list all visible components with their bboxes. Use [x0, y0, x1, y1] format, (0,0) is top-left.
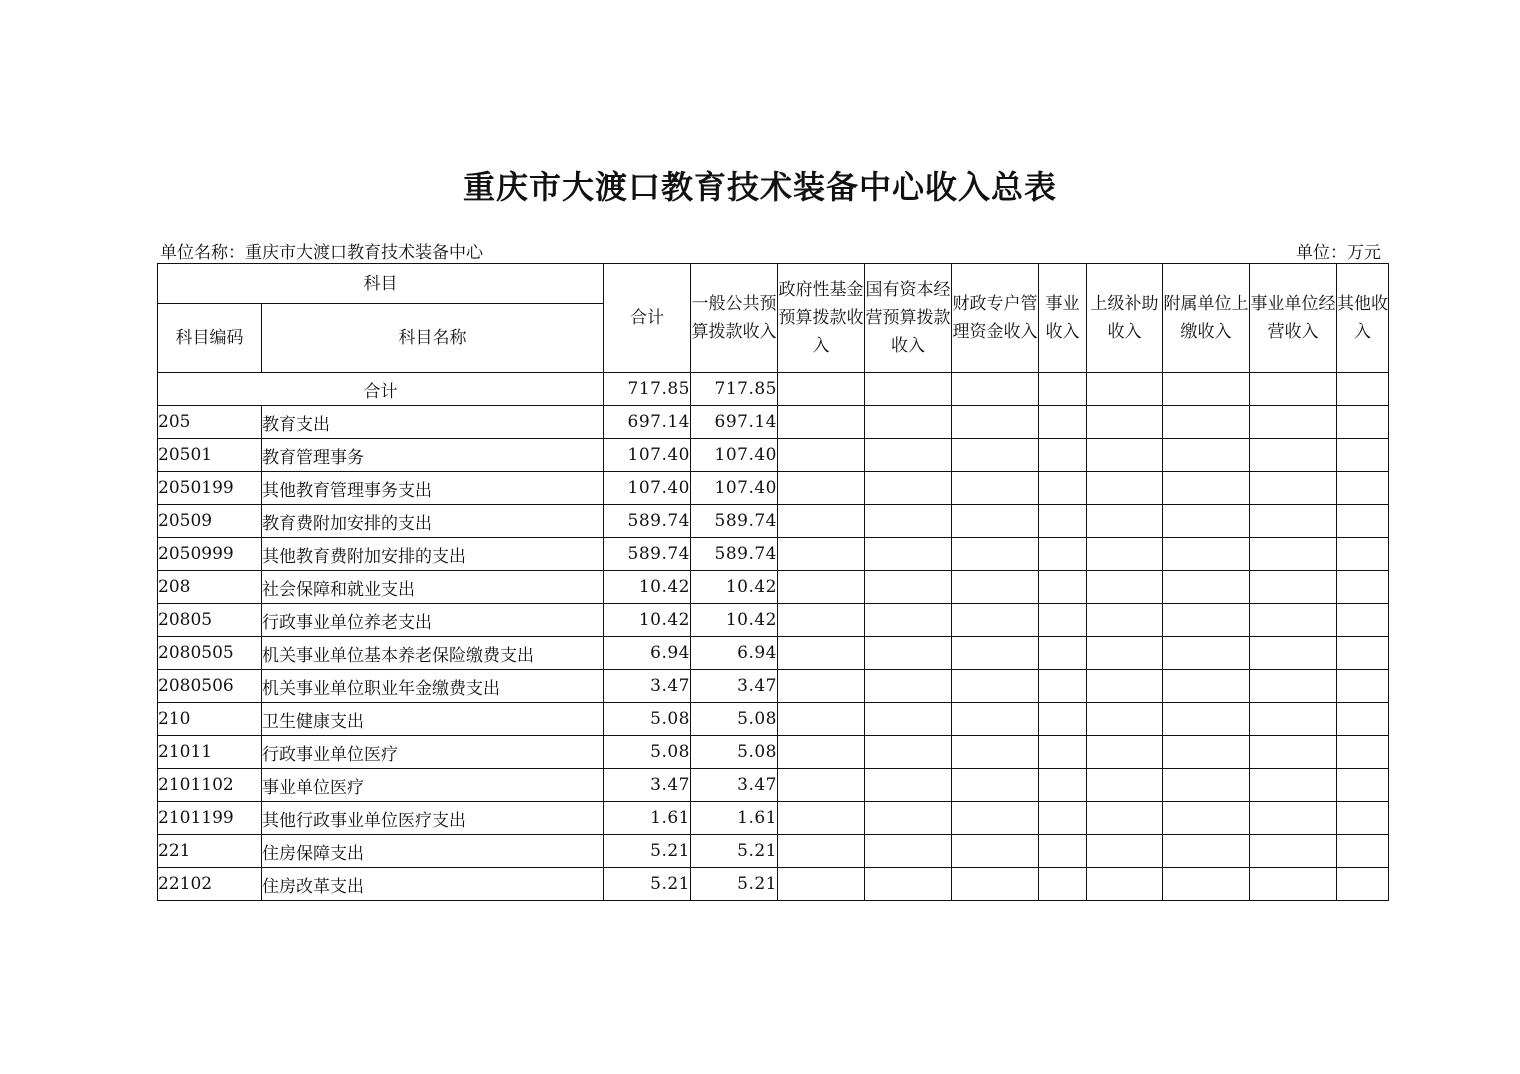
- empty-cell: [1087, 571, 1163, 604]
- empty-cell: [1337, 439, 1389, 472]
- row-name: 教育支出: [262, 406, 604, 439]
- empty-cell: [865, 769, 952, 802]
- empty-cell: [952, 835, 1039, 868]
- empty-cell: [1087, 439, 1163, 472]
- empty-cell: [1087, 604, 1163, 637]
- empty-cell: [1163, 571, 1250, 604]
- empty-cell: [1163, 604, 1250, 637]
- header-general-budget: 一般公共预算拨款收入: [691, 264, 778, 373]
- empty-cell: [1337, 538, 1389, 571]
- row-name: 教育管理事务: [262, 439, 604, 472]
- row-total: 6.94: [604, 637, 691, 670]
- empty-cell: [778, 868, 865, 901]
- table-row: [158, 769, 1389, 802]
- row-general: 10.42: [691, 604, 778, 637]
- row-total: 5.08: [604, 703, 691, 736]
- row-name: 机关事业单位职业年金缴费支出: [262, 670, 604, 703]
- row-total: 10.42: [604, 571, 691, 604]
- row-general: 6.94: [691, 637, 778, 670]
- header-affiliated-income: 附属单位上缴收入: [1163, 264, 1250, 373]
- empty-cell: [1087, 406, 1163, 439]
- table-row: [158, 835, 1389, 868]
- header-superior-subsidy: 上级补助收入: [1087, 264, 1163, 373]
- row-name: 其他行政事业单位医疗支出: [262, 802, 604, 835]
- row-name: 行政事业单位医疗: [262, 736, 604, 769]
- row-total: 5.21: [604, 868, 691, 901]
- row-code: 2080505: [158, 637, 262, 670]
- row-name: 社会保障和就业支出: [262, 571, 604, 604]
- row-general: 107.40: [691, 472, 778, 505]
- row-code: 20805: [158, 604, 262, 637]
- empty-cell: [1337, 868, 1389, 901]
- row-name: 住房保障支出: [262, 835, 604, 868]
- empty-cell: [1087, 637, 1163, 670]
- empty-cell: [952, 703, 1039, 736]
- total-row-total: 717.85: [604, 373, 691, 406]
- empty-cell: [1087, 505, 1163, 538]
- row-code: 2080506: [158, 670, 262, 703]
- empty-cell: [1039, 703, 1087, 736]
- row-name: 住房改革支出: [262, 868, 604, 901]
- empty-cell: [778, 571, 865, 604]
- empty-cell: [1163, 835, 1250, 868]
- empty-cell: [1163, 538, 1250, 571]
- empty-cell: [952, 604, 1039, 637]
- empty-cell: [1039, 769, 1087, 802]
- empty-cell: [865, 571, 952, 604]
- empty-cell: [1163, 802, 1250, 835]
- income-summary-table: [157, 263, 1389, 901]
- empty-cell: [1250, 538, 1337, 571]
- empty-cell: [1163, 637, 1250, 670]
- row-code: 2101102: [158, 769, 262, 802]
- empty-cell: [1163, 769, 1250, 802]
- empty-cell: [1039, 604, 1087, 637]
- empty-cell: [952, 670, 1039, 703]
- empty-cell: [1250, 868, 1337, 901]
- table-row: [158, 538, 1389, 571]
- table-row: [158, 571, 1389, 604]
- empty-cell: [952, 571, 1039, 604]
- empty-cell: [1337, 835, 1389, 868]
- table-row: [158, 703, 1389, 736]
- row-code: 221: [158, 835, 262, 868]
- empty-cell: [1039, 868, 1087, 901]
- row-general: 107.40: [691, 439, 778, 472]
- empty-cell: [1087, 703, 1163, 736]
- empty-cell: [865, 406, 952, 439]
- table-row: [158, 472, 1389, 505]
- table-row: [158, 637, 1389, 670]
- row-code: 20501: [158, 439, 262, 472]
- empty-cell: [1337, 571, 1389, 604]
- empty-cell: [778, 538, 865, 571]
- empty-cell: [1250, 571, 1337, 604]
- empty-cell: [1337, 505, 1389, 538]
- empty-cell: [952, 472, 1039, 505]
- header-state-capital: 国有资本经营预算拨款收入: [865, 264, 952, 373]
- header-other-income: 其他收入: [1337, 264, 1389, 373]
- empty-cell: [778, 505, 865, 538]
- empty-cell: [778, 670, 865, 703]
- row-name: 其他教育费附加安排的支出: [262, 538, 604, 571]
- empty-cell: [1337, 802, 1389, 835]
- row-general: 5.08: [691, 703, 778, 736]
- row-code: 2101199: [158, 802, 262, 835]
- empty-cell: [1039, 472, 1087, 505]
- unit-name: 单位名称：重庆市大渡口教育技术装备中心: [160, 243, 483, 263]
- empty-cell: [778, 802, 865, 835]
- table-row: [158, 736, 1389, 769]
- empty-cell: [1337, 769, 1389, 802]
- row-total: 107.40: [604, 439, 691, 472]
- header-business-income: 事业收入: [1039, 264, 1087, 373]
- empty-cell: [1163, 406, 1250, 439]
- empty-cell: [865, 604, 952, 637]
- empty-cell: [1039, 835, 1087, 868]
- currency-unit: 单位：万元: [1296, 243, 1381, 263]
- empty-cell: [778, 604, 865, 637]
- empty-cell: [1337, 604, 1389, 637]
- empty-cell: [865, 505, 952, 538]
- row-general: 5.21: [691, 835, 778, 868]
- empty-cell: [1039, 736, 1087, 769]
- empty-cell: [1087, 472, 1163, 505]
- row-code: 210: [158, 703, 262, 736]
- header-subject: 科目: [158, 264, 604, 304]
- row-general: 3.47: [691, 769, 778, 802]
- empty-cell: [865, 736, 952, 769]
- empty-cell: [1337, 736, 1389, 769]
- empty-cell: [1039, 637, 1087, 670]
- empty-cell: [865, 670, 952, 703]
- empty-cell: [865, 439, 952, 472]
- table-row: [158, 406, 1389, 439]
- row-general: 589.74: [691, 505, 778, 538]
- row-name: 事业单位医疗: [262, 769, 604, 802]
- empty-cell: [1250, 670, 1337, 703]
- total-row: [158, 373, 1389, 406]
- empty-cell: [1163, 703, 1250, 736]
- empty-cell: [952, 538, 1039, 571]
- row-total: 1.61: [604, 802, 691, 835]
- row-code: 20509: [158, 505, 262, 538]
- table-row: [158, 439, 1389, 472]
- empty-cell: [1250, 736, 1337, 769]
- empty-cell: [1250, 835, 1337, 868]
- row-total: 589.74: [604, 505, 691, 538]
- empty-cell: [1039, 538, 1087, 571]
- row-code: 2050199: [158, 472, 262, 505]
- table-row: [158, 505, 1389, 538]
- empty-cell: [1250, 703, 1337, 736]
- row-general: 589.74: [691, 538, 778, 571]
- empty-cell: [1337, 472, 1389, 505]
- row-general: 10.42: [691, 571, 778, 604]
- row-total: 3.47: [604, 769, 691, 802]
- empty-cell: [778, 637, 865, 670]
- empty-cell: [865, 538, 952, 571]
- empty-cell: [1250, 604, 1337, 637]
- empty-cell: [778, 835, 865, 868]
- empty-cell: [1087, 868, 1163, 901]
- header-total: 合计: [604, 264, 691, 373]
- row-total: 5.21: [604, 835, 691, 868]
- empty-cell: [1039, 439, 1087, 472]
- row-name: 其他教育管理事务支出: [262, 472, 604, 505]
- total-row-label: 合计: [158, 373, 604, 406]
- row-code: 22102: [158, 868, 262, 901]
- row-code: 205: [158, 406, 262, 439]
- empty-cell: [1163, 670, 1250, 703]
- empty-cell: [778, 406, 865, 439]
- header-gov-fund: 政府性基金预算拨款收入: [778, 264, 865, 373]
- empty-cell: [1163, 736, 1250, 769]
- empty-cell: [1039, 406, 1087, 439]
- header-fiscal-special: 财政专户管理资金收入: [952, 264, 1039, 373]
- row-code: 21011: [158, 736, 262, 769]
- row-general: 5.08: [691, 736, 778, 769]
- empty-cell: [1250, 769, 1337, 802]
- empty-cell: [865, 703, 952, 736]
- row-general: 1.61: [691, 802, 778, 835]
- row-total: 697.14: [604, 406, 691, 439]
- empty-cell: [952, 505, 1039, 538]
- row-name: 行政事业单位养老支出: [262, 604, 604, 637]
- empty-cell: [1250, 439, 1337, 472]
- row-total: 5.08: [604, 736, 691, 769]
- row-total: 107.40: [604, 472, 691, 505]
- row-general: 3.47: [691, 670, 778, 703]
- empty-cell: [952, 802, 1039, 835]
- header-operating-income: 事业单位经营收入: [1250, 264, 1337, 373]
- empty-cell: [778, 472, 865, 505]
- row-total: 3.47: [604, 670, 691, 703]
- empty-cell: [778, 769, 865, 802]
- row-name: 卫生健康支出: [262, 703, 604, 736]
- empty-cell: [1087, 538, 1163, 571]
- empty-cell: [1250, 472, 1337, 505]
- empty-cell: [865, 802, 952, 835]
- empty-cell: [1337, 703, 1389, 736]
- empty-cell: [1250, 406, 1337, 439]
- empty-cell: [1087, 736, 1163, 769]
- empty-cell: [1163, 439, 1250, 472]
- empty-cell: [865, 868, 952, 901]
- empty-cell: [1087, 670, 1163, 703]
- table-row: [158, 670, 1389, 703]
- empty-cell: [952, 736, 1039, 769]
- row-general: 5.21: [691, 868, 778, 901]
- row-code: 2050999: [158, 538, 262, 571]
- row-name: 机关事业单位基本养老保险缴费支出: [262, 637, 604, 670]
- empty-cell: [1163, 868, 1250, 901]
- empty-cell: [952, 406, 1039, 439]
- table-row: [158, 802, 1389, 835]
- row-total: 589.74: [604, 538, 691, 571]
- empty-cell: [1039, 505, 1087, 538]
- empty-cell: [1163, 472, 1250, 505]
- empty-cell: [1337, 406, 1389, 439]
- empty-cell: [1250, 802, 1337, 835]
- empty-cell: [865, 472, 952, 505]
- row-name: 教育费附加安排的支出: [262, 505, 604, 538]
- empty-cell: [1337, 670, 1389, 703]
- empty-cell: [865, 835, 952, 868]
- empty-cell: [778, 439, 865, 472]
- row-code: 208: [158, 571, 262, 604]
- empty-cell: [778, 703, 865, 736]
- empty-cell: [1087, 835, 1163, 868]
- empty-cell: [952, 439, 1039, 472]
- empty-cell: [952, 868, 1039, 901]
- table-row: [158, 604, 1389, 637]
- page-title: 重庆市大渡口教育技术装备中心收入总表: [462, 168, 1057, 206]
- empty-cell: [1087, 802, 1163, 835]
- row-general: 697.14: [691, 406, 778, 439]
- empty-cell: [778, 736, 865, 769]
- empty-cell: [1250, 637, 1337, 670]
- row-total: 10.42: [604, 604, 691, 637]
- empty-cell: [1039, 802, 1087, 835]
- empty-cell: [1250, 505, 1337, 538]
- empty-cell: [865, 637, 952, 670]
- empty-cell: [1337, 637, 1389, 670]
- empty-cell: [1163, 505, 1250, 538]
- header-name: 科目名称: [262, 304, 604, 373]
- empty-cell: [1087, 769, 1163, 802]
- empty-cell: [1039, 571, 1087, 604]
- total-row-general: 717.85: [691, 373, 778, 406]
- empty-cell: [1039, 670, 1087, 703]
- empty-cell: [952, 637, 1039, 670]
- empty-cell: [952, 769, 1039, 802]
- table-row: [158, 868, 1389, 901]
- header-code: 科目编码: [158, 304, 262, 373]
